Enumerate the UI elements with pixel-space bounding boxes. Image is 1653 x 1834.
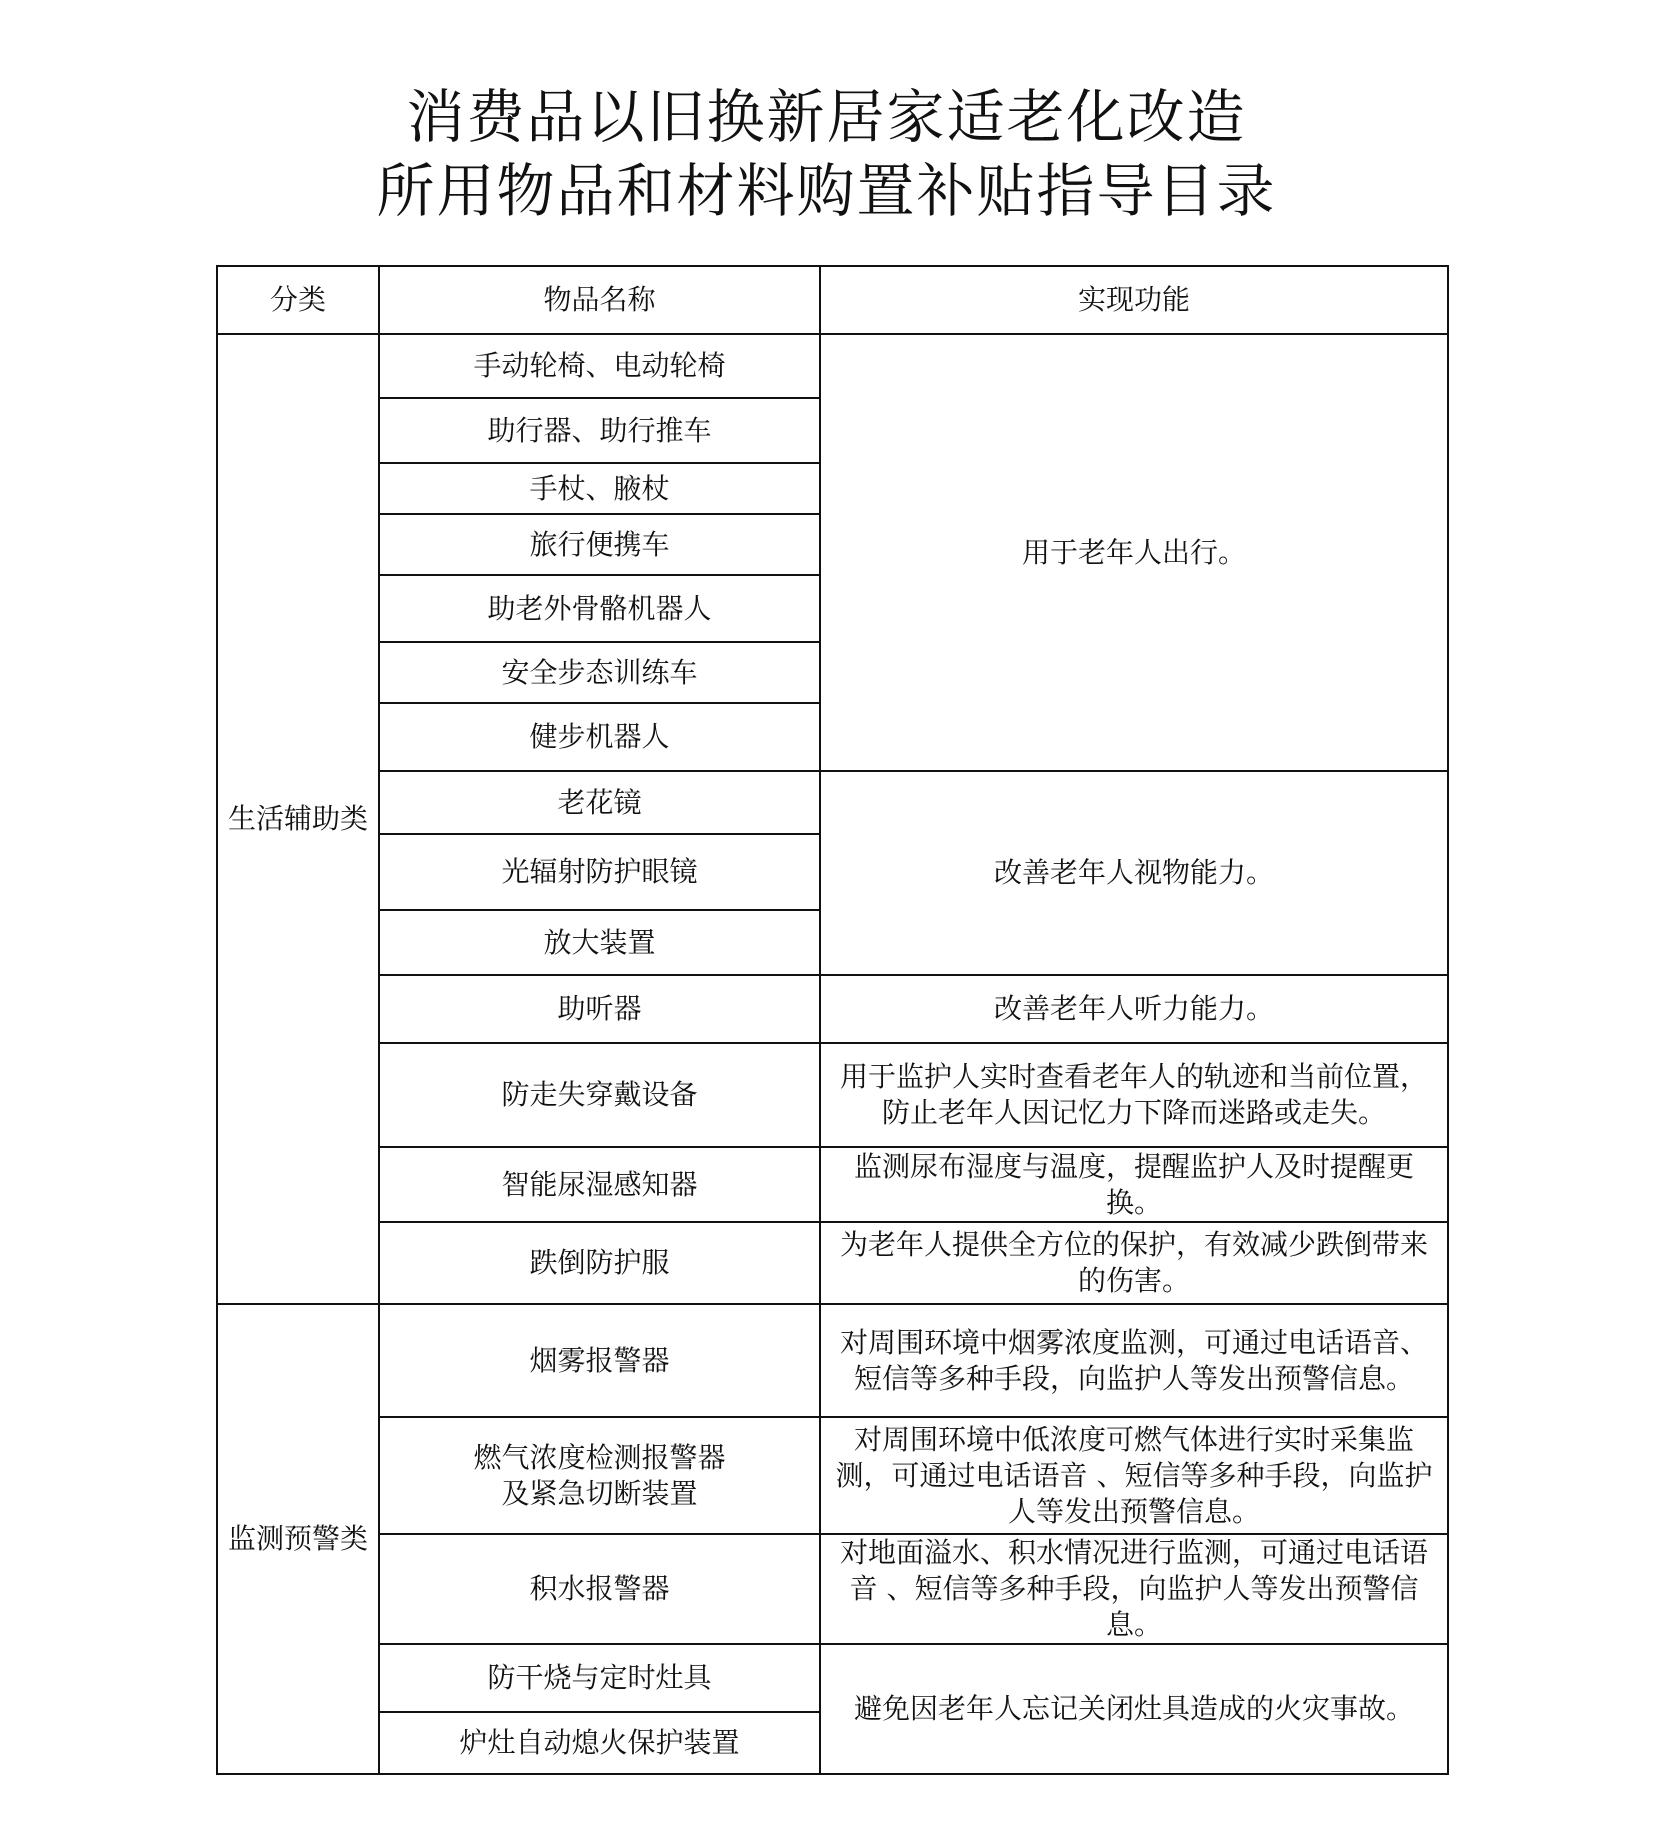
item-name-cell: 安全步态训练车 xyxy=(379,642,820,703)
item-name-cell: 烟雾报警器 xyxy=(379,1304,820,1417)
function-cell: 对周围环境中低浓度可燃气体进行实时采集监测，可通过电话语音 、短信等多种手段，向监护人等发出预警信息。 xyxy=(820,1417,1448,1534)
function-cell: 监测尿布湿度与温度，提醒监护人及时提醒更换。 xyxy=(820,1147,1448,1222)
table-row xyxy=(217,1417,1448,1534)
item-name-cell: 助听器 xyxy=(379,975,820,1043)
item-name-cell: 健步机器人 xyxy=(379,703,820,771)
function-cell: 避免因老年人忘记关闭灶具造成的火灾事故。 xyxy=(820,1644,1448,1774)
table-row xyxy=(217,975,1448,1043)
title-line-1: 消费品以旧换新居家适老化改造 xyxy=(406,83,1247,151)
table-row xyxy=(217,1534,1448,1644)
category-cell: 监测预警类 xyxy=(217,1304,379,1774)
header-category: 分类 xyxy=(217,266,379,334)
item-name-cell: 旅行便携车 xyxy=(379,514,820,575)
function-cell: 对地面溢水、积水情况进行监测，可通过电话语音 、短信等多种手段，向监护人等发出预警信息。 xyxy=(820,1534,1448,1644)
item-name-cell: 跌倒防护服 xyxy=(379,1222,820,1304)
table-row xyxy=(217,771,1448,834)
item-name-cell: 放大装置 xyxy=(379,910,820,975)
item-name-cell: 老花镜 xyxy=(379,771,820,834)
function-cell: 为老年人提供全方位的保护，有效减少跌倒带来的伤害。 xyxy=(820,1222,1448,1304)
category-cell: 生活辅助类 xyxy=(217,334,379,1304)
table-row xyxy=(217,334,1448,398)
item-name-cell: 防走失穿戴设备 xyxy=(379,1043,820,1147)
item-name-cell: 智能尿湿感知器 xyxy=(379,1147,820,1222)
table-row xyxy=(217,1304,1448,1417)
function-cell: 改善老年人听力能力。 xyxy=(820,975,1448,1043)
item-name-cell: 光辐射防护眼镜 xyxy=(379,834,820,910)
header-function: 实现功能 xyxy=(820,266,1448,334)
table-row xyxy=(217,1222,1448,1304)
item-name-cell: 助行器、助行推车 xyxy=(379,398,820,463)
item-name-cell: 手杖、腋杖 xyxy=(379,463,820,514)
function-cell: 用于老年人出行。 xyxy=(820,334,1448,771)
header-item-name: 物品名称 xyxy=(379,266,820,334)
document-title xyxy=(0,80,1653,228)
item-name-cell: 手动轮椅、电动轮椅 xyxy=(379,334,820,398)
header-row xyxy=(217,266,1448,334)
item-name-cell: 积水报警器 xyxy=(379,1534,820,1644)
item-name-cell: 防干烧与定时灶具 xyxy=(379,1644,820,1712)
function-cell: 改善老年人视物能力。 xyxy=(820,771,1448,975)
table-row xyxy=(217,1147,1448,1222)
title-line-2: 所用物品和材料购置补贴指导目录 xyxy=(376,157,1277,225)
item-name-cell: 炉灶自动熄火保护装置 xyxy=(379,1712,820,1774)
table-row xyxy=(217,1644,1448,1712)
function-cell: 用于监护人实时查看老年人的轨迹和当前位置，防止老年人因记忆力下降而迷路或走失。 xyxy=(820,1043,1448,1147)
item-name-cell: 燃气浓度检测报警器 及紧急切断装置 xyxy=(379,1417,820,1534)
subsidy-catalog-table xyxy=(216,265,1449,1775)
function-cell: 对周围环境中烟雾浓度监测，可通过电话语音、短信等多种手段，向监护人等发出预警信息。 xyxy=(820,1304,1448,1417)
table-row xyxy=(217,1043,1448,1147)
item-name-cell: 助老外骨骼机器人 xyxy=(379,575,820,642)
